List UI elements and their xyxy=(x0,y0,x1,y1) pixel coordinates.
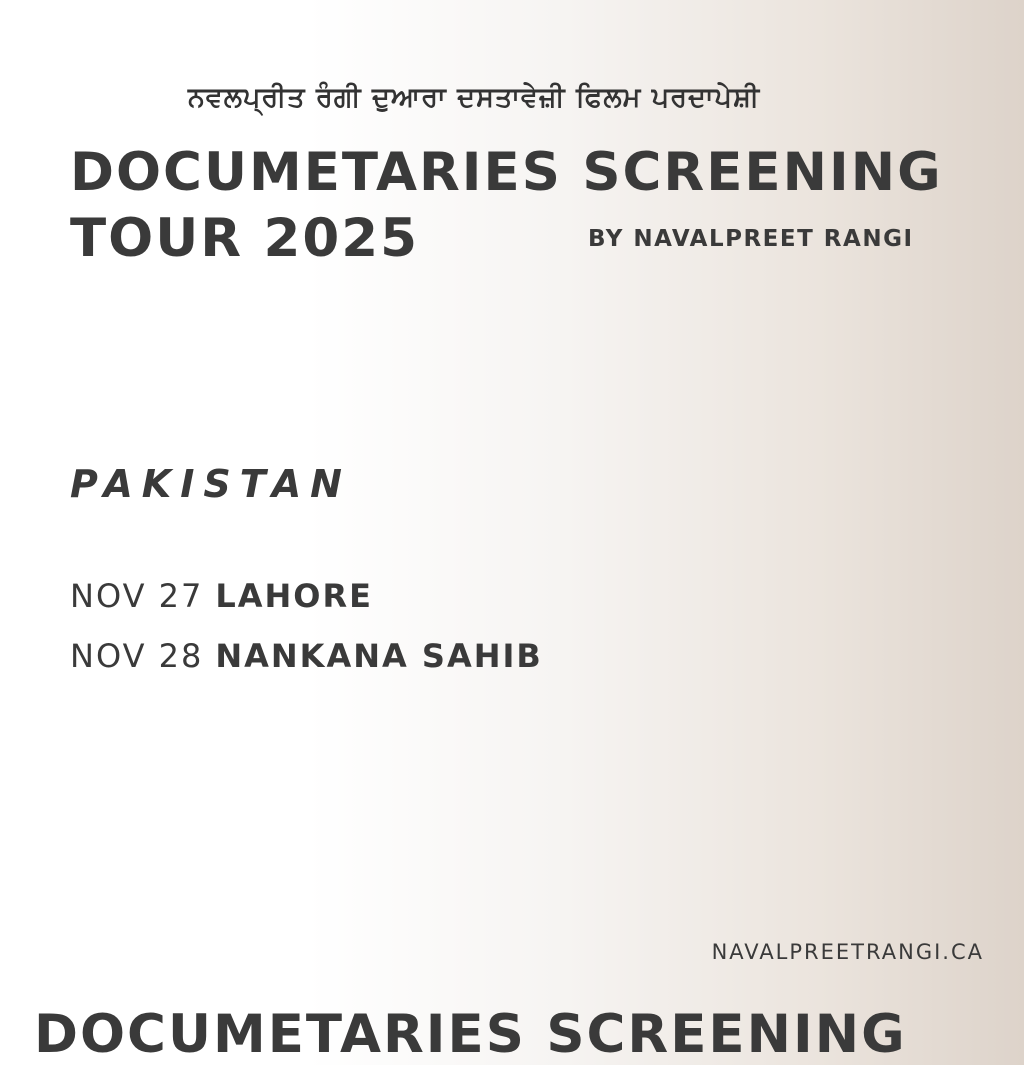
byline: BY NAVALPREET RANGI xyxy=(588,226,914,252)
tour-city: LAHORE xyxy=(215,577,373,615)
tour-date: NOV 28 xyxy=(70,637,204,675)
cropped-title-text: DOCUMETARIES SCREENING xyxy=(34,1004,907,1065)
poster-title xyxy=(70,140,943,272)
punjabi-subtitle: ਨਵਲਪ੍ਰੀਤ ਰੰਗੀ ਦੁਆਰਾ ਦਸਤਾਵੇਜ਼ੀ ਫਿਲਮ ਪਰਦਾਪੇਸ਼ੀ xyxy=(188,82,761,113)
tour-city: NANKANA SAHIB xyxy=(215,637,543,675)
title-line-2: TOUR 2025 xyxy=(70,208,420,269)
website-url: NAVALPREETRANGI.CA xyxy=(711,940,984,964)
country-heading: PAKISTAN xyxy=(70,462,351,506)
title-line-1: DOCUMETARIES SCREENING xyxy=(70,142,943,203)
tour-date-row xyxy=(70,626,543,686)
tour-date: NOV 27 xyxy=(70,577,204,615)
tour-dates-list xyxy=(70,566,543,686)
tour-date-row xyxy=(70,566,543,626)
